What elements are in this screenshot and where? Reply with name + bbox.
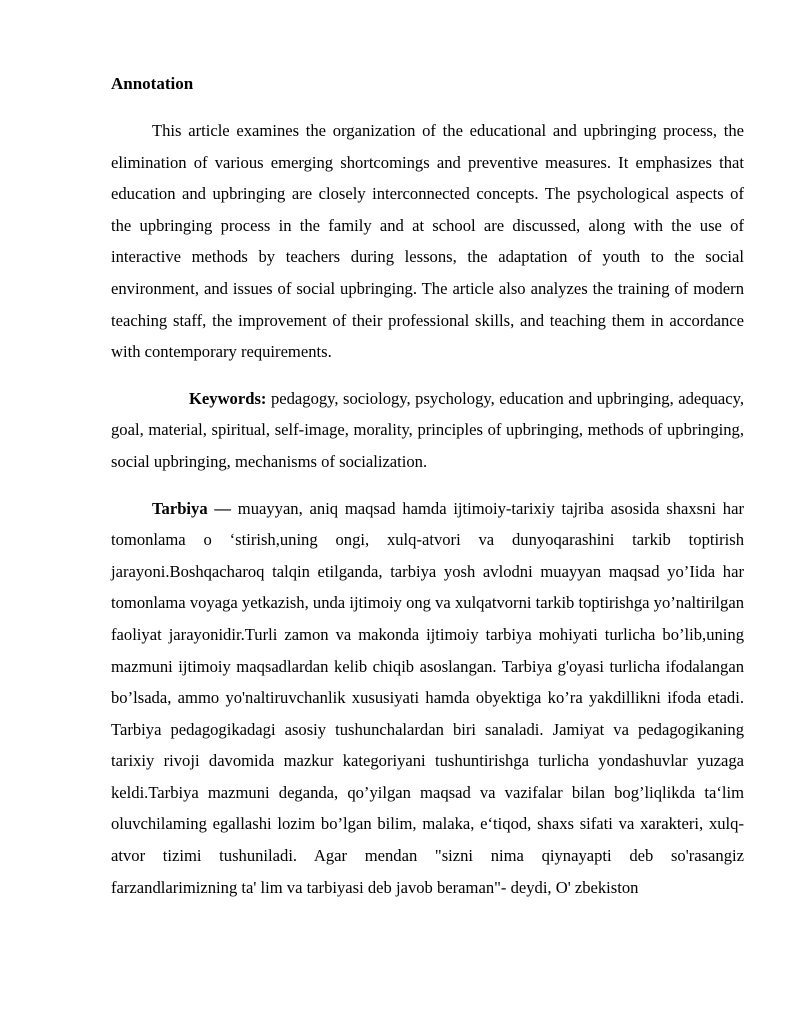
tarbiya-term: Tarbiya — <box>152 498 232 518</box>
keywords-text: pedagogy, sociology, psychology, education and upbringing, adequacy, goal, material, spiritual, self-image, morality, principles of upbringing, methods of upbringing, social upbringing, mechanisms of socialization. <box>111 388 744 471</box>
tarbiya-paragraph <box>111 493 744 904</box>
keywords-label: Keywords: <box>189 388 267 408</box>
abstract-paragraph: This article examines the organization of the educational and upbringing process, the elimination of various emerging shortcomings and preventive measures. It emphasizes that education and upbringing are closely interconnected concepts. The psychological aspects of the upbringing process in the family and at school are discussed, along with the use of interactive methods by teachers during lessons, the adaptation of youth to the social environment, and issues of social upbringing. The article also analyzes the training of modern teaching staff, the improvement of their professional skills, and teaching them in accordance with contemporary requirements. <box>111 121 744 362</box>
annotation-heading: Annotation <box>111 74 194 93</box>
keywords-paragraph <box>111 383 744 478</box>
document-page <box>111 72 744 903</box>
tarbiya-text: muayyan, aniq maqsad hamda ijtimoiy-tarixiy tajriba asosida shaxsni har tomonlama o ‘stirish,uning ongi, xulq-atvori va dunyoqarashini tarkib toptirish jarayoni.Boshqacharoq talqin etilganda, tarbiya yosh avlodni muayyan maqsad yo’Iida har tomonlama voyaga yetkazish, unda ijtimoiy ong va xulqatvorni tarkib toptirishga yo’naltirilgan faoliyat jarayonidir.Turli zamon va makonda ijtimoiy tarbiya mohiyati turlicha bo’lib,uning mazmuni ijtimoiy maqsadlardan kelib chiqib asoslangan. Tarbiya g'oyasi turlicha ifodalangan bo’lsada, ammo yo'naltiruvchanlik xususiyati hamda obyektiga ko’ra yakdillikni ifoda etadi. Tarbiya pedagogikadagi asosiy tushunchalardan biri sanaladi. Jamiyat va pedagogikaning tarixiy rivoji davomida mazkur kategoriyani tushuntirishga turlicha yondashuvlar yuzaga keldi.Tarbiya mazmuni deganda, qo’yilgan maqsad va vazifalar bilan bog’liqlikda ta‘lim oluvchilaming egallashi lozim bo’lgan bilim, malaka, e‘tiqod, shaxs sifati va xarakteri, xulq-atvor tizimi tushuniladi. Agar mendan "sizni nima qiynayapti deb so'rasangiz farzandlarimizning ta' lim va tarbiyasi deb javob beraman"- deydi, O' zbekiston <box>111 498 744 897</box>
